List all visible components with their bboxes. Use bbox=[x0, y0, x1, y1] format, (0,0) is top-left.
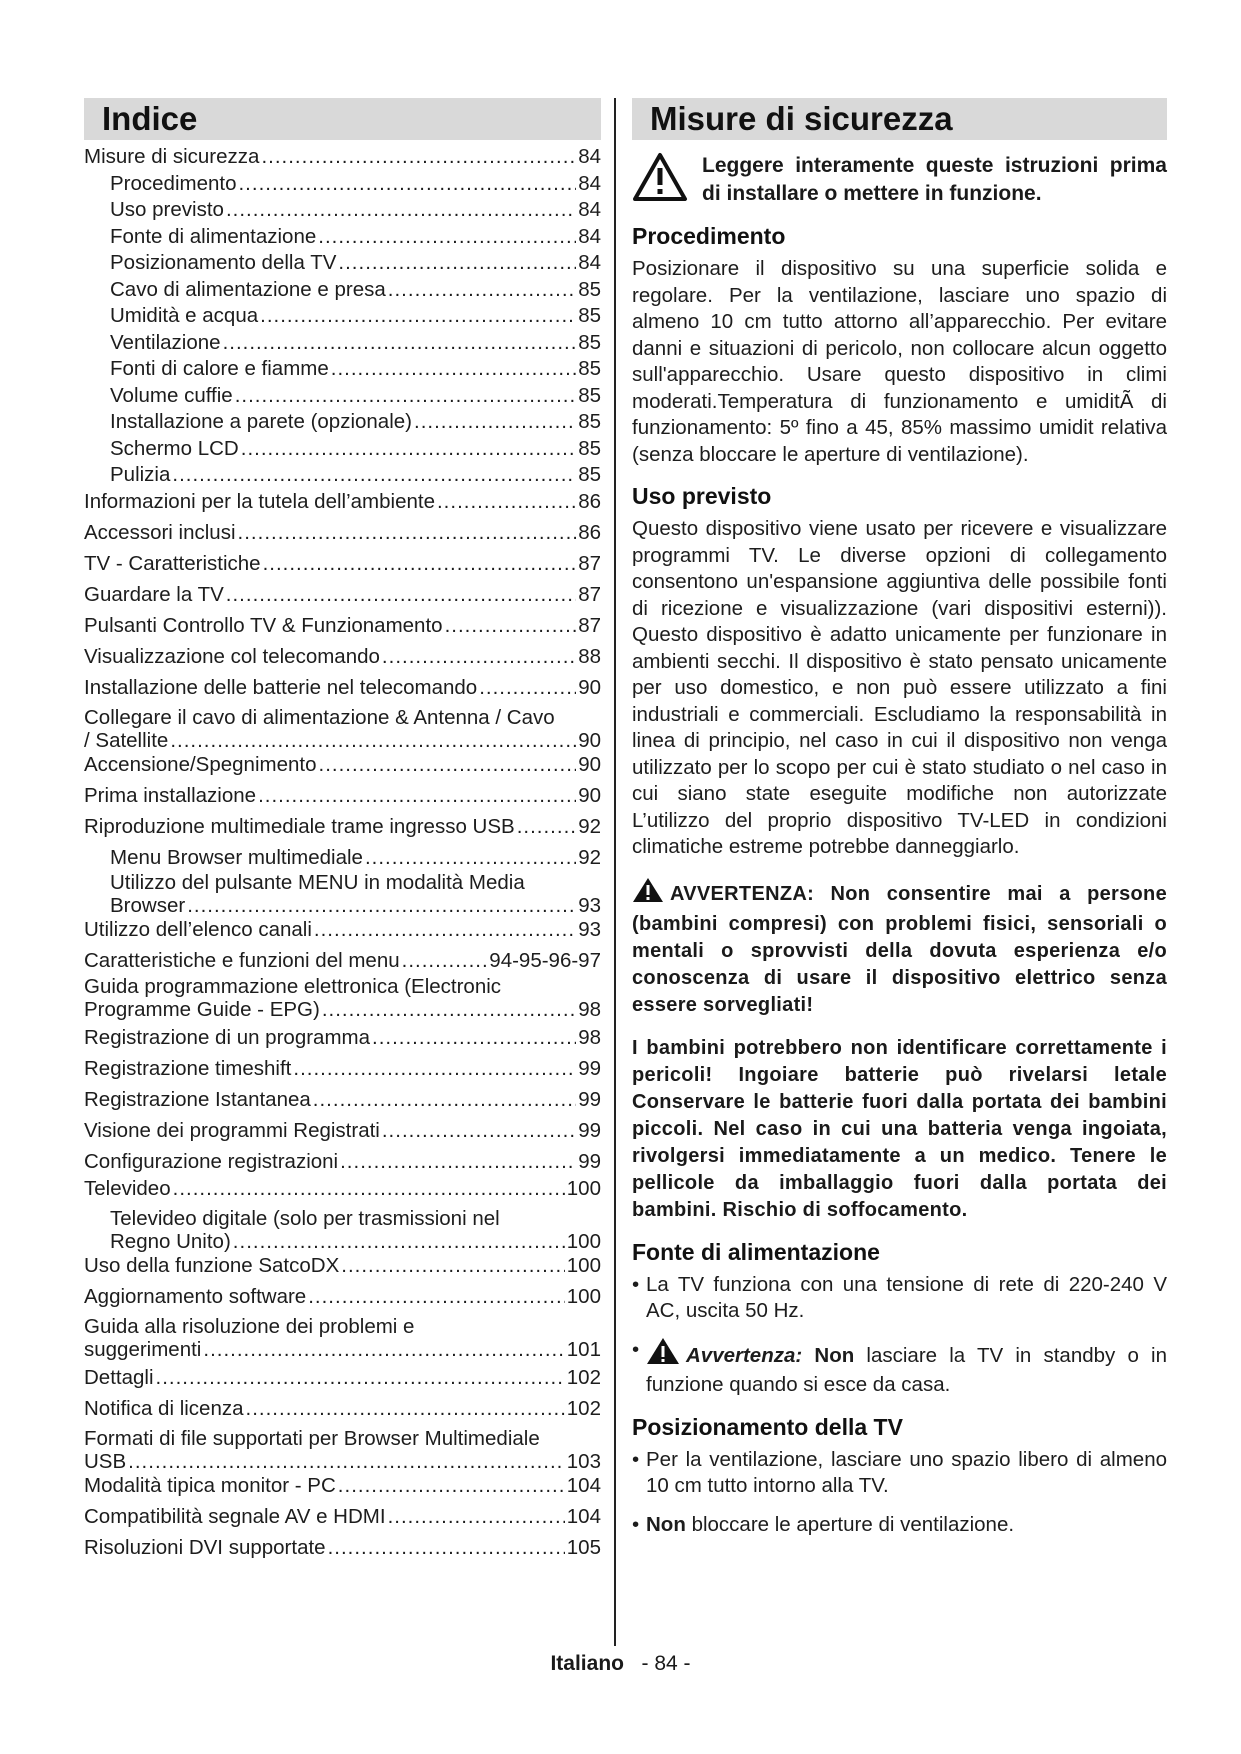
toc-page-number: 101 bbox=[566, 1337, 601, 1361]
toc-leader-dots bbox=[372, 1025, 576, 1052]
toc-page-number: 99 bbox=[578, 1150, 601, 1173]
toc-entry[interactable] bbox=[84, 1365, 601, 1392]
toc-entry[interactable] bbox=[84, 197, 601, 224]
toc-page-number: 85 bbox=[578, 330, 601, 354]
toc-leader-dots bbox=[238, 171, 576, 198]
bambini-text: I bambini potrebbero non identificare correttamente i pericoli! Ingoiare batterie può rivelarsi letale Conservare le batterie fuori dalla portata dei bambini piccoli. Nel caso in cui una batteria venga ingoiata, rivolgersi immediatamente a un medico. Tenere le pellicole da imballaggio fuori dalla portata dei bambini. Rischio di soffocamento. bbox=[632, 1036, 1167, 1221]
toc-entry[interactable] bbox=[84, 1176, 601, 1203]
page-number: - 84 - bbox=[641, 1652, 691, 1675]
toc-entry-title: Accessori inclusi bbox=[84, 520, 236, 544]
toc-entry[interactable] bbox=[84, 1504, 601, 1531]
toc-page-number: 84 bbox=[578, 224, 601, 248]
toc-entry[interactable] bbox=[84, 356, 601, 383]
toc-entry-title: Risoluzioni DVI supportate bbox=[84, 1536, 326, 1559]
warning-filled-icon bbox=[632, 877, 664, 911]
toc-leader-dots bbox=[170, 729, 576, 752]
toc-leader-dots bbox=[172, 462, 576, 489]
toc-leader-dots bbox=[382, 1118, 576, 1145]
toc-entry-title: USB bbox=[84, 1450, 127, 1473]
toc-leader-dots bbox=[338, 250, 576, 277]
toc-entry-title: Browser bbox=[110, 894, 186, 917]
toc-entry-title: Ventilazione bbox=[110, 330, 221, 354]
toc-page-number: 100 bbox=[566, 1253, 601, 1277]
toc-page-number: 87 bbox=[578, 582, 601, 606]
pos-bullet-2: • Non bloccare le aperture di ventilazione. bbox=[632, 1512, 1167, 1539]
toc-entry-title: Registrazione Istantanea bbox=[84, 1088, 311, 1111]
toc-entry-title: Regno Unito) bbox=[110, 1229, 231, 1253]
toc-entry[interactable] bbox=[110, 1230, 601, 1253]
toc-entry-title: Informazioni per la tutela dell’ambiente bbox=[84, 489, 435, 513]
safety-column bbox=[632, 98, 1167, 1538]
toc-entry[interactable] bbox=[84, 675, 601, 702]
toc-entry-title: / Satellite bbox=[84, 728, 169, 752]
toc-leader-dots bbox=[314, 917, 576, 944]
toc-leader-dots bbox=[261, 144, 576, 171]
toc-page-number: 92 bbox=[578, 845, 601, 869]
toc-page-number: 100 bbox=[566, 1176, 601, 1200]
toc-entry[interactable] bbox=[84, 436, 601, 463]
toc-leader-dots bbox=[308, 1284, 565, 1311]
toc-leader-dots bbox=[437, 489, 576, 516]
toc-entry-title: Fonte di alimentazione bbox=[110, 224, 317, 248]
toc-entry[interactable] bbox=[84, 1087, 601, 1114]
warning-intro-text: Leggere interamente queste istruzioni prima di installare o mettere in funzione. bbox=[702, 154, 1167, 205]
heading-procedimento: Procedimento bbox=[632, 223, 786, 249]
toc-entry-title: Posizionamento della TV bbox=[110, 251, 337, 274]
avvertenza-paragraph bbox=[632, 877, 1167, 1019]
toc-entry-title: Installazione delle batterie nel telecomando bbox=[84, 675, 478, 699]
toc-leader-dots bbox=[238, 520, 577, 547]
toc-leader-dots bbox=[445, 613, 577, 640]
toc-page-number: 100 bbox=[566, 1284, 601, 1308]
toc-entry[interactable] bbox=[84, 1284, 601, 1311]
toc-entry[interactable] bbox=[84, 729, 601, 752]
toc-leader-dots bbox=[293, 1056, 576, 1083]
toc-page-number: 84 bbox=[578, 198, 601, 221]
toc-entry-title: TV - Caratteristiche bbox=[84, 551, 261, 575]
toc-entry-title: Umidità e acqua bbox=[110, 304, 259, 327]
toc-leader-dots bbox=[235, 383, 576, 410]
toc-page-number: 93 bbox=[578, 894, 601, 917]
toc-entry[interactable] bbox=[84, 520, 601, 547]
toc-entry[interactable] bbox=[84, 1473, 601, 1500]
toc-leader-dots bbox=[203, 1338, 564, 1361]
toc-leader-dots bbox=[258, 783, 576, 810]
toc-page-number: 84 bbox=[578, 145, 601, 168]
toc-leader-dots bbox=[322, 998, 576, 1021]
heading-posizionamento: Posizionamento della TV bbox=[632, 1413, 903, 1440]
toc-leader-dots bbox=[414, 409, 576, 436]
toc-leader-dots bbox=[331, 356, 576, 383]
bullet-dot: • bbox=[632, 1337, 640, 1361]
toc-entry[interactable] bbox=[84, 303, 601, 330]
toc-entry-title-line: Collegare il cavo di alimentazione & Antenna / Cavo bbox=[84, 705, 555, 729]
toc-entry[interactable] bbox=[84, 582, 601, 609]
toc-entry[interactable] bbox=[84, 1118, 601, 1145]
toc-page-number: 86 bbox=[578, 520, 601, 544]
toc-page-number: 103 bbox=[566, 1450, 601, 1473]
toc-entry[interactable] bbox=[84, 948, 601, 975]
toc-entry-title: Fonti di calore e fiamme bbox=[110, 357, 329, 380]
toc-page-number: 99 bbox=[578, 1057, 601, 1080]
toc-leader-dots bbox=[128, 1450, 565, 1473]
toc-entry[interactable] bbox=[84, 814, 601, 841]
toc-page-number: 102 bbox=[566, 1366, 601, 1389]
toc-page-number: 94-95-96-97 bbox=[489, 949, 601, 972]
toc-leader-dots bbox=[223, 330, 577, 357]
toc-entry-title: Registrazione di un programma bbox=[84, 1026, 370, 1049]
warning-filled-icon bbox=[646, 1337, 680, 1373]
toc-entry-title: Accensione/Spegnimento bbox=[84, 752, 317, 776]
toc-entry-title: Menu Browser multimediale bbox=[110, 845, 363, 869]
toc-page-number: 87 bbox=[578, 551, 601, 575]
toc-leader-dots bbox=[319, 752, 577, 779]
toc-leader-dots bbox=[402, 948, 488, 975]
toc-entry[interactable] bbox=[84, 1253, 601, 1280]
toc-page-number: 90 bbox=[578, 752, 601, 776]
heading-fonte-alimentazione: Fonte di alimentazione bbox=[632, 1238, 880, 1265]
toc-leader-dots bbox=[226, 582, 576, 609]
toc-entry-title: Prima installazione bbox=[84, 783, 257, 807]
toc-entry-title: Cavo di alimentazione e presa bbox=[110, 277, 386, 301]
toc-entry[interactable] bbox=[84, 489, 601, 516]
toc-entry-title: suggerimenti bbox=[84, 1337, 202, 1361]
toc-entry-title: Aggiornamento software bbox=[84, 1284, 307, 1308]
toc-entry-title: Guardare la TV bbox=[84, 582, 224, 606]
toc-entry-title: Registrazione timeshift bbox=[84, 1057, 292, 1080]
toc-entry-title-line: Guida alla risoluzione dei problemi e bbox=[84, 1314, 415, 1338]
toc-entry-title: Utilizzo dell’elenco canali bbox=[84, 918, 312, 941]
uso-previsto-text: Questo dispositivo viene usato per ricevere e visualizzare programmi TV. Le diverse opzioni di collegamento consentono un'espansione aggiuntiva delle possibile fonti di ricezione e visualizzazione (vari dispositivi esterni)). Questo dispositivo è adatto unicamente per funzionare in ambienti secchi. Il dispositivo è stato pensato unicamente per uso domestico, e non può essere utilizzato a fini industriali e commerciali. Escludiamo la responsabilità in linea di principio, nel caso in cui il dispositivo non venga utilizzato per lo scopo per cui è stato studiato o nel caso in cui siano state eseguite modifiche non autorizzate L’utilizzo del proprio dispositivo TV-LED in condizioni climatiche estreme potrebbe danneggiarlo. bbox=[632, 517, 1167, 858]
toc-page-number: 85 bbox=[578, 304, 601, 327]
toc-entry[interactable] bbox=[84, 613, 601, 640]
toc-page-number: 84 bbox=[578, 171, 601, 195]
avvertenza-text: AVVERTENZA: Non consentire mai a persone (bambini compresi) con problemi fisici, sensoriali o mentali o sprovvisti della dovuta esperienza e/o conoscenza di usare il dispositivo elettrico senza essere sorvegliati! bbox=[632, 882, 1167, 1016]
toc-page-number: 85 bbox=[578, 463, 601, 486]
warning-triangle-icon bbox=[632, 152, 702, 208]
toc-entry[interactable] bbox=[84, 1338, 601, 1361]
pos-bullet-1: • Per la ventilazione, lasciare uno spazio libero di almeno 10 cm tutto intorno alla TV. bbox=[632, 1447, 1167, 1500]
toc-leader-dots bbox=[328, 1535, 565, 1562]
toc-leader-dots bbox=[246, 1396, 565, 1423]
avvertenza-label: Avvertenza: bbox=[686, 1343, 803, 1367]
toc-page-number: 84 bbox=[578, 251, 601, 274]
toc-leader-dots bbox=[382, 644, 576, 671]
toc-leader-dots bbox=[156, 1365, 565, 1392]
column-divider bbox=[614, 98, 616, 1646]
toc-list bbox=[84, 144, 601, 1562]
toc-page-number: 100 bbox=[566, 1229, 601, 1253]
toc-entry-title-line: Televideo digitale (solo per trasmissioni nel bbox=[110, 1206, 500, 1230]
toc-page-number: 85 bbox=[578, 357, 601, 380]
toc-entry[interactable] bbox=[84, 752, 601, 779]
toc-page-number: 88 bbox=[578, 644, 601, 668]
toc-page-number: 85 bbox=[578, 277, 601, 301]
toc-entry[interactable] bbox=[84, 1396, 601, 1423]
toc-leader-dots bbox=[341, 1253, 565, 1280]
toc-entry-title: Installazione a parete (opzionale) bbox=[110, 410, 412, 433]
toc-entry[interactable] bbox=[84, 644, 601, 671]
toc-leader-dots bbox=[340, 1149, 576, 1176]
safety-title: Misure di sicurezza bbox=[632, 98, 1167, 140]
warning-intro bbox=[632, 152, 1167, 208]
bullet-dot: • bbox=[632, 1512, 640, 1536]
toc-page-number: 98 bbox=[578, 1026, 601, 1049]
heading-uso-previsto: Uso previsto bbox=[632, 483, 772, 509]
toc-page-number: 92 bbox=[578, 814, 601, 838]
toc-leader-dots bbox=[338, 1473, 565, 1500]
toc-entry-title: Schermo LCD bbox=[110, 436, 239, 460]
toc-entry-title: Pulizia bbox=[110, 463, 171, 486]
toc-entry-title: Televideo bbox=[84, 1176, 171, 1200]
toc-entry-title: Compatibilità segnale AV e HDMI bbox=[84, 1505, 386, 1528]
toc-entry-title-line: Formati di file supportati per Browser Multimediale bbox=[84, 1427, 540, 1450]
toc-entry[interactable] bbox=[84, 783, 601, 810]
toc-page-number: 86 bbox=[578, 489, 601, 513]
fonte-bullet-1: • La TV funziona con una tensione di rete di 220-240 V AC, uscita 50 Hz. bbox=[632, 1272, 1167, 1325]
toc-entry[interactable] bbox=[84, 383, 601, 410]
toc-entry-title: Modalità tipica monitor - PC bbox=[84, 1474, 336, 1497]
toc-leader-dots bbox=[233, 1230, 565, 1253]
toc-page-number: 90 bbox=[578, 783, 601, 807]
page-footer bbox=[0, 1652, 1241, 1676]
toc-entry[interactable] bbox=[84, 845, 601, 872]
toc-leader-dots bbox=[226, 197, 576, 224]
toc-page-number: 87 bbox=[578, 613, 601, 637]
footer-language: Italiano bbox=[550, 1652, 624, 1675]
toc-page-number: 102 bbox=[566, 1397, 601, 1420]
toc-column bbox=[84, 98, 601, 1562]
toc-page-number: 98 bbox=[578, 997, 601, 1021]
toc-entry[interactable] bbox=[110, 894, 601, 917]
toc-entry-title-line: Utilizzo del pulsante MENU in modalità Media bbox=[110, 871, 525, 894]
toc-leader-dots bbox=[365, 845, 576, 872]
toc-page-number: 90 bbox=[578, 675, 601, 699]
toc-leader-dots bbox=[260, 303, 576, 330]
toc-page-number: 85 bbox=[578, 383, 601, 407]
toc-leader-dots bbox=[388, 277, 576, 304]
toc-page-number: 104 bbox=[566, 1474, 601, 1497]
fonte-bullet-2: • Avvertenza: Non lasciare la TV in standby o in funzione quando si esce da casa. bbox=[632, 1337, 1167, 1399]
bullet-dot: • bbox=[632, 1447, 640, 1471]
toc-entry-title: Riproduzione multimediale trame ingresso USB bbox=[84, 814, 515, 838]
toc-page-number: 105 bbox=[566, 1536, 601, 1559]
toc-entry[interactable] bbox=[84, 409, 601, 436]
toc-leader-dots bbox=[173, 1176, 565, 1203]
toc-leader-dots bbox=[241, 436, 576, 463]
toc-entry[interactable] bbox=[84, 171, 601, 198]
toc-entry[interactable] bbox=[84, 250, 601, 277]
toc-entry[interactable] bbox=[84, 1056, 601, 1083]
toc-entry-title: Dettagli bbox=[84, 1366, 154, 1389]
toc-entry-title: Volume cuffie bbox=[110, 383, 233, 407]
toc-entry-title: Configurazione registrazioni bbox=[84, 1150, 339, 1173]
toc-entry-title: Notifica di licenza bbox=[84, 1397, 244, 1420]
toc-leader-dots bbox=[187, 894, 576, 917]
procedimento-text: Posizionare il dispositivo su una superficie solida e regolare. Per la ventilazione, lasciare uno spazio di almeno 10 cm tutto attorno all’apparecchio. Per evitare danni e situazioni di pericolo, non collocare alcun oggetto sull'apparecchio. Usare questo dispositivo in climi moderati.Temperatura di funzionamento e umiditÃ di funzionamento: 5º fino a 45, 85% massimo umidit relativa (senza bloccare le aperture di ventilazione). bbox=[632, 257, 1167, 466]
toc-entry-title-line: Guida programmazione elettronica (Electronic bbox=[84, 974, 502, 998]
toc-entry[interactable] bbox=[84, 144, 601, 171]
toc-title: Indice bbox=[84, 98, 601, 140]
toc-entry[interactable] bbox=[84, 224, 601, 251]
toc-leader-dots bbox=[313, 1087, 576, 1114]
toc-entry-title: Procedimento bbox=[110, 171, 237, 195]
toc-entry[interactable] bbox=[84, 1450, 601, 1473]
toc-page-number: 99 bbox=[578, 1088, 601, 1111]
toc-entry-title: Caratteristiche e funzioni del menu bbox=[84, 949, 400, 972]
toc-entry-title: Misure di sicurezza bbox=[84, 145, 260, 168]
toc-entry-title: Visualizzazione col telecomando bbox=[84, 644, 380, 668]
toc-page-number: 104 bbox=[566, 1505, 601, 1528]
bullet-dot: • bbox=[632, 1272, 640, 1296]
toc-entry[interactable] bbox=[84, 1535, 601, 1562]
toc-page-number: 90 bbox=[578, 728, 601, 752]
toc-entry[interactable] bbox=[84, 462, 601, 489]
toc-leader-dots bbox=[388, 1504, 565, 1531]
toc-entry[interactable] bbox=[84, 551, 601, 578]
toc-entry[interactable] bbox=[84, 1025, 601, 1052]
toc-entry[interactable] bbox=[84, 917, 601, 944]
toc-entry[interactable] bbox=[84, 998, 601, 1021]
toc-page-number: 99 bbox=[578, 1119, 601, 1142]
toc-leader-dots bbox=[263, 551, 577, 578]
toc-leader-dots bbox=[318, 224, 576, 251]
toc-entry-title: Visione dei programmi Registrati bbox=[84, 1119, 380, 1142]
toc-entry-title: Pulsanti Controllo TV & Funzionamento bbox=[84, 613, 443, 637]
toc-entry[interactable] bbox=[84, 330, 601, 357]
toc-entry[interactable] bbox=[84, 277, 601, 304]
toc-page-number: 85 bbox=[578, 436, 601, 460]
toc-page-number: 93 bbox=[578, 918, 601, 941]
toc-leader-dots bbox=[517, 814, 576, 841]
toc-entry-title: Programme Guide - EPG) bbox=[84, 997, 320, 1021]
toc-leader-dots bbox=[479, 675, 576, 702]
toc-page-number: 85 bbox=[578, 410, 601, 433]
toc-entry[interactable] bbox=[84, 1149, 601, 1176]
toc-entry-title: Uso previsto bbox=[110, 198, 224, 221]
toc-entry-title: Uso della funzione SatcoDX bbox=[84, 1253, 340, 1277]
